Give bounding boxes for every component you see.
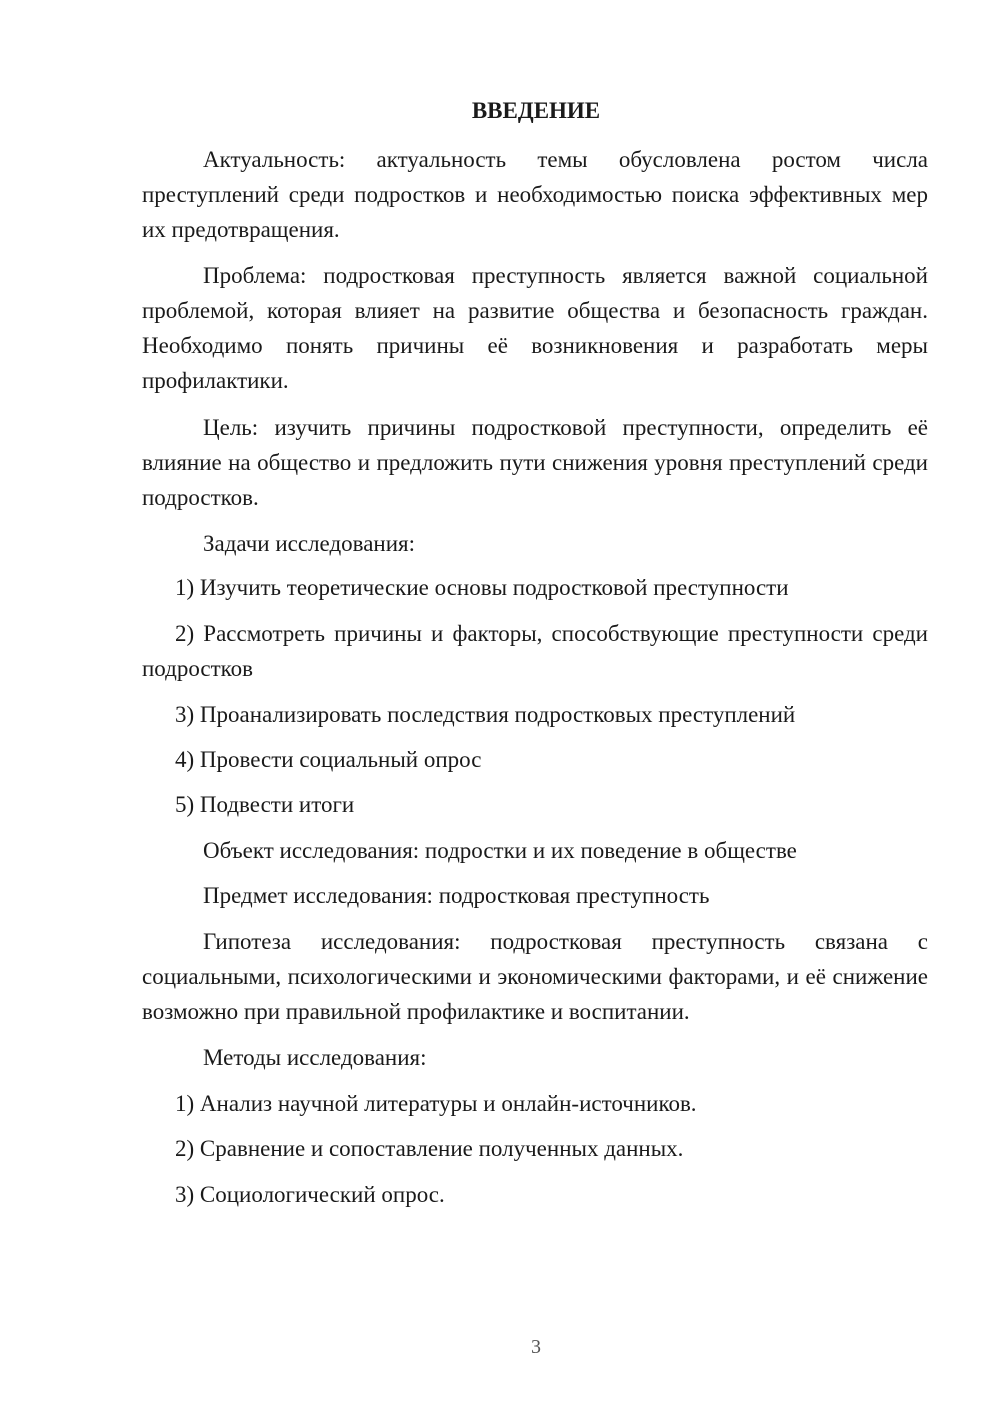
object-paragraph: Объект исследования: подростки и их поведение в обществе	[203, 838, 797, 863]
relevance-paragraph: Актуальность: актуальность темы обусловлена ростом числа преступлений среди подростков и необходимостью поиска эффективных мер их предотвращения.	[142, 147, 928, 242]
task-item-2: 2) Рассмотреть причины и факторы, способствующие преступности среди подростков	[142, 621, 928, 681]
page-number: 3	[531, 1336, 541, 1358]
task-item-4: 4) Провести социальный опрос	[175, 747, 482, 772]
goal-paragraph: Цель: изучить причины подростковой преступности, определить её влияние на общество и предложить пути снижения уровня преступлений среди подростков.	[142, 415, 928, 510]
method-item-2: 2) Сравнение и сопоставление полученных данных.	[175, 1136, 684, 1161]
problem-paragraph: Проблема: подростковая преступность является важной социальной проблемой, которая влияет на развитие общества и безопасность граждан. Необходимо понять причины её возникновения и разработать меры профилактики.	[142, 263, 928, 393]
hypothesis-paragraph: Гипотеза исследования: подростковая преступность связана с социальными, психологическими и экономическими факторами, и её снижение возможно при правильной профилактике и воспитании.	[142, 929, 928, 1024]
method-item-3: 3) Социологический опрос.	[175, 1182, 445, 1207]
task-item-1: 1) Изучить теоретические основы подростковой преступности	[175, 575, 789, 600]
task-item-3: 3) Проанализировать последствия подростковых преступлений	[175, 702, 796, 727]
subject-paragraph: Предмет исследования: подростковая преступность	[203, 883, 710, 908]
tasks-heading: Задачи исследования:	[203, 531, 416, 556]
methods-heading: Методы исследования:	[203, 1045, 427, 1070]
method-item-1: 1) Анализ научной литературы и онлайн-источников.	[175, 1091, 697, 1116]
task-item-5: 5) Подвести итоги	[175, 792, 355, 817]
page-title: ВВЕДЕНИЕ	[471, 98, 601, 123]
